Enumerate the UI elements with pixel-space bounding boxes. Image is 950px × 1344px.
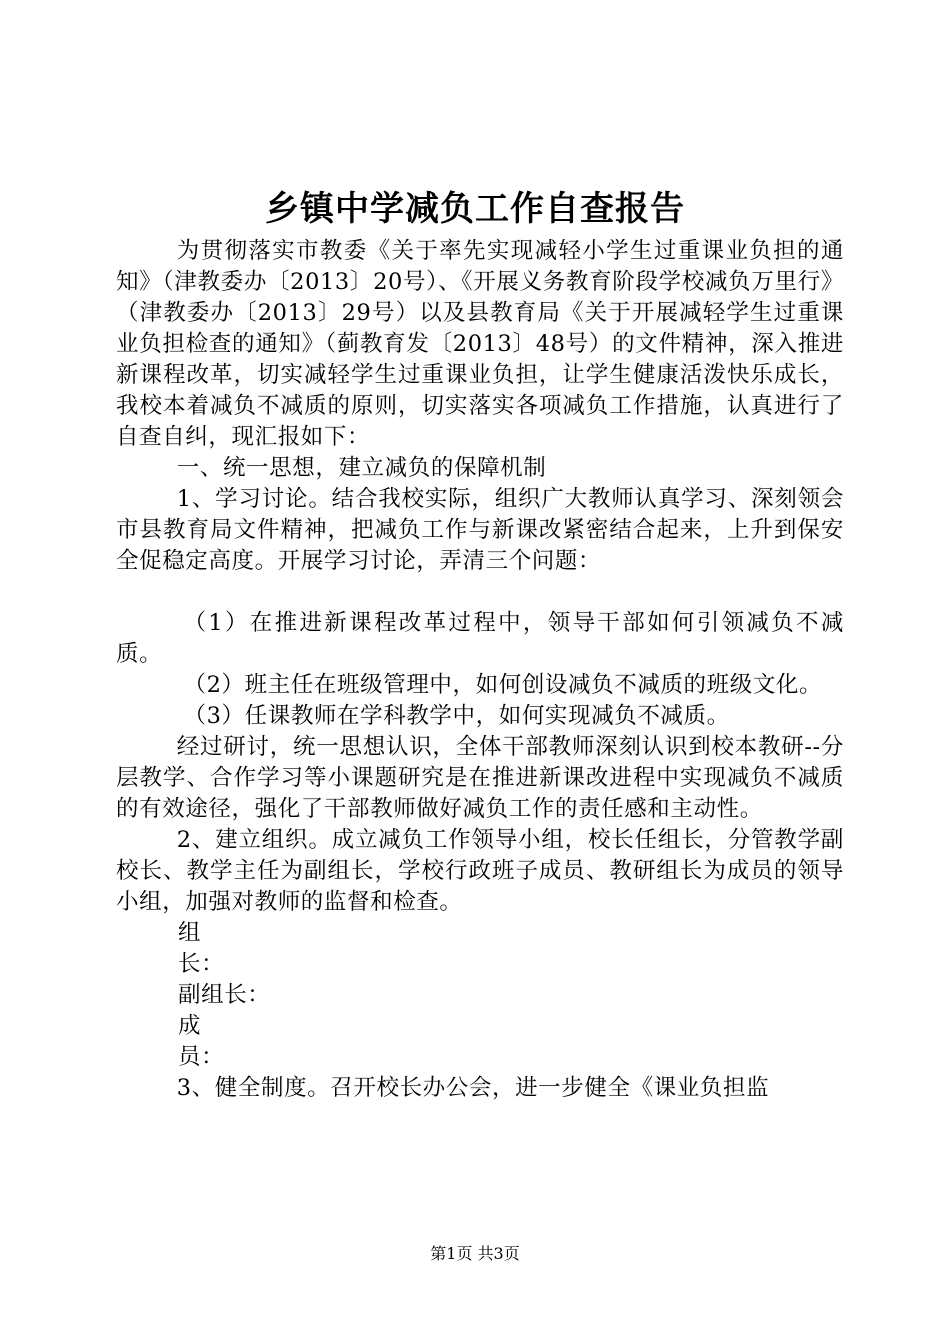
item-establish-organization: 2、建立组织。成立减负工作领导小组，校长任组长，分管教学副校长、教学主任为副组长，学校行政班子成员、教研组长为成员的领导小组，加强对教师的监督和检查。 xyxy=(116,827,844,915)
leadership-roster xyxy=(116,918,298,1073)
item-improve-system: 3、健全制度。召开校长办公会，进一步健全《课业负担监 xyxy=(176,1075,770,1101)
question-3: （3）任课教师在学科教学中，如何实现减负不减质。 xyxy=(183,703,730,729)
document-title: 乡镇中学减负工作自查报告 xyxy=(265,189,685,229)
question-2: （2）班主任在班级管理中，如何创设减负不减质的班级文化。 xyxy=(183,672,823,698)
conclusion-paragraph: 经过研讨，统一思想认识，全体干部教师深刻认识到校本教研--分层教学、合作学习等小课题研究是在推进新课改进程中实现减负不减质的有效途径，强化了干部教师做好减负工作的责任感和主动性。 xyxy=(116,734,844,822)
question-1: （1）在推进新课程改革过程中，领导干部如何引领减负不减质。 xyxy=(116,610,844,667)
member-label: 成员： xyxy=(178,1013,225,1070)
blank-line xyxy=(116,577,844,608)
document-body xyxy=(116,236,844,1104)
item-study-discussion: 1、学习讨论。结合我校实际，组织广大教师认真学习、深刻领会市县教育局文件精神，把减负工作与新课改紧密结合起来，上升到保安全促稳定高度。开展学习讨论，弄清三个问题： xyxy=(116,486,844,574)
leader-label: 组长： xyxy=(178,920,225,977)
section-heading: 一、统一思想，建立减负的保障机制 xyxy=(176,455,547,481)
page-footer: 第1页 共3页 xyxy=(430,1244,520,1263)
deputy-leader-label: 副组长： xyxy=(178,982,271,1008)
intro-paragraph: 为贯彻落实市教委《关于率先实现减轻小学生过重课业负担的通知》（津教委办〔2013〕20号）、《开展义务教育阶段学校减负万里行》（津教委办〔2013〕29号）以及县教育局《关于开展减轻学生过重课业负担检查的通知》（蓟教育发〔2013〕48号）的文件精神，深入推进新课程改革，切实减轻学生过重课业负担，让学生健康活泼快乐成长，我校本着减负不减质的原则，切实落实各项减负工作措施，认真进行了自查自纠，现汇报如下： xyxy=(116,238,844,450)
